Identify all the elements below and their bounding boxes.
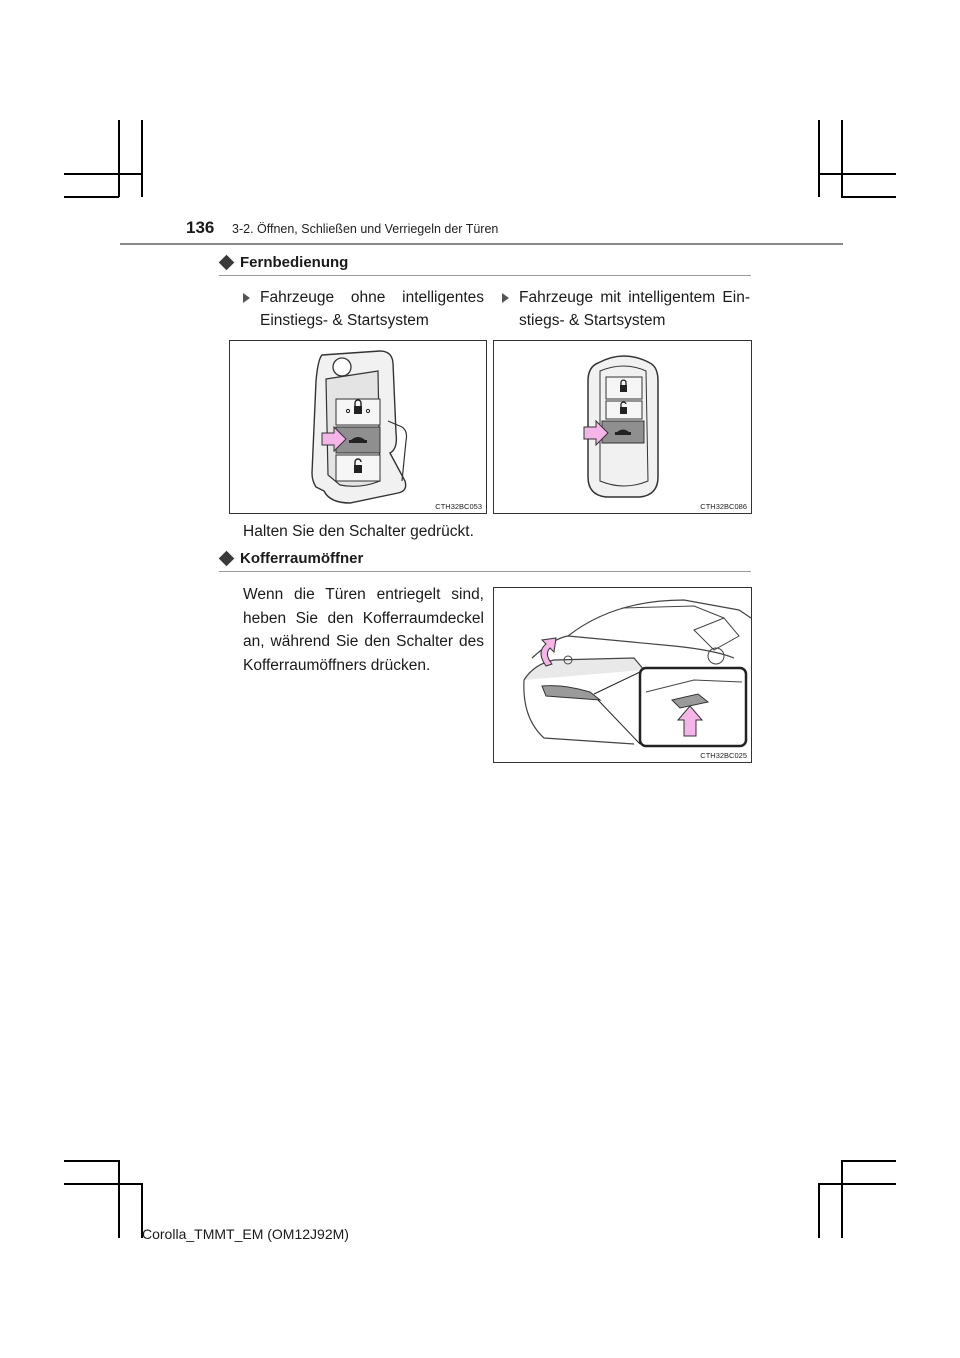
crop-mark [818, 120, 820, 197]
crop-mark [118, 120, 120, 197]
section-title: Kofferraumöffner [240, 550, 364, 567]
text-line: Wenn die Türen entriegelt sind, [243, 586, 484, 603]
text-line: Kofferraumöffners drücken. [243, 656, 431, 674]
section-heading-remote [219, 254, 348, 271]
triangle-bullet-icon [502, 293, 509, 303]
variant-line: Fahrzeuge mit intelligentem Ein- [519, 289, 750, 306]
triangle-bullet-icon [243, 293, 250, 303]
text-line: an, während Sie den Schalter des [243, 633, 484, 650]
section-divider [219, 275, 751, 276]
chapter-title: 3-2. Öffnen, Schließen und Verriegeln der Türen [232, 222, 499, 236]
figure-code: CTH32BC025 [700, 751, 747, 760]
trunk-illustration [494, 588, 751, 762]
crop-mark [64, 173, 142, 175]
figure-code: CTH32BC053 [435, 502, 482, 511]
crop-mark [118, 1160, 120, 1238]
section-title: Fernbedienung [240, 254, 349, 271]
figure-flip-key [229, 340, 487, 514]
variant-line: Einstiegs- & Startsystem [260, 312, 429, 329]
crop-mark [841, 1160, 843, 1238]
figure-smart-key [493, 340, 752, 514]
crop-mark [841, 120, 843, 197]
variant-line: Fahrzeuge ohne intelligentes [260, 289, 484, 306]
variant-with-smart-key [502, 286, 750, 332]
crop-mark [64, 1183, 142, 1185]
variant-without-smart-key [243, 286, 484, 332]
crop-mark [818, 1183, 820, 1238]
section-divider [219, 571, 751, 572]
text-line: heben Sie den Kofferraumdeckel [243, 609, 484, 627]
diamond-bullet-icon [219, 551, 235, 567]
smart-key-illustration [494, 341, 751, 513]
trunk-instruction [243, 583, 484, 677]
crop-mark [818, 1183, 896, 1185]
diamond-bullet-icon [219, 255, 235, 271]
footer-doc-id: Corolla_TMMT_EM (OM12J92M) [142, 1226, 349, 1242]
crop-mark [818, 173, 896, 175]
crop-mark [64, 1160, 119, 1162]
variant-line: stiegs- & Startsystem [519, 312, 666, 329]
crop-mark [841, 1160, 896, 1162]
crop-mark [841, 196, 896, 198]
figure-trunk-opener [493, 587, 752, 763]
page-number: 136 [186, 218, 215, 237]
crop-mark [64, 196, 119, 198]
crop-mark [141, 120, 143, 197]
figure-code: CTH32BC086 [700, 502, 747, 511]
header-divider [120, 243, 843, 245]
instruction-text: Halten Sie den Schalter gedrückt. [243, 523, 474, 540]
section-heading-trunk [219, 550, 363, 567]
flip-key-illustration [230, 341, 486, 513]
